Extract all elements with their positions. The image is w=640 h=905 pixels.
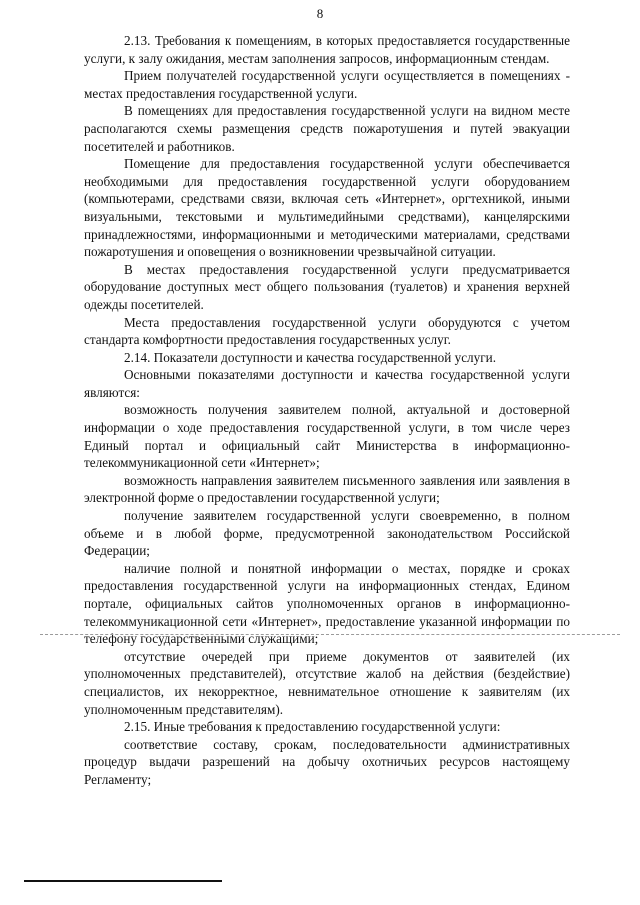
paragraph-information-stands: наличие полной и понятной информации о местах, порядке и сроках предоставления государственной услуги на информационных стендах, Едином портале, официальных сайтов уполномоченных органов в информационно-телекоммуникационной сети «Интернет», предоставление указанной информации по телефону государственными служащими; (84, 560, 570, 647)
document-body (84, 32, 570, 789)
paragraph-timely-service: получение заявителем государственной услуги своевременно, в полном объеме и в любой форме, предусмотренной законодательством Российской Федерации; (84, 508, 570, 559)
paragraph-2-14-heading: 2.14. Показатели доступности и качества государственной услуги. (124, 349, 496, 365)
paragraph-equipment: Помещение для предоставления государственной услуги обеспечивается необходимыми для предоставления государственной услуги оборудованием (компьютерами, средствами связи, включая сеть «Интернет», оргтехникой, иными визуальными, текстовыми и мультимедийными средствами), канцелярскими принадлежностями, информационными и методическими материалами, средствами пожаротушения и оповещения о возникновении чрезвычайной ситуации. (84, 156, 570, 260)
paragraph-evacuation-schemes: В помещениях для предоставления государственной услуги на видном месте располагаются схемы размещения средств пожаротушения и путей эвакуации посетителей и работников. (84, 103, 570, 154)
paragraph-2-13-heading: 2.13. Требования к помещениям, в которых предоставляется государственные услуги, к залу ожидания, местам заполнения запросов, информационным стендам. (84, 33, 570, 66)
paragraph-2-15-heading: 2.15. Иные требования к предоставлению государственной услуги: (124, 719, 501, 735)
paragraph-main-indicators: Основными показателями доступности и качества государственной услуги являются: (84, 367, 570, 400)
paragraph-written-application: возможность направления заявителем письменного заявления или заявления в электронной форме о предоставлении государственной услуги; (84, 472, 570, 506)
paragraph-no-queues: отсутствие очередей при приеме документов от заявителей (их уполномоченных представителей), отсутствие жалоб на действия (бездействие) специалистов, их некорректное, невнимательное отношение к заявителям (их уполномоченным представителям). (84, 648, 570, 717)
scan-artifact-line (40, 634, 620, 635)
page-number: 8 (316, 6, 324, 21)
paragraph-regulation-compliance: соответствие составу, срокам, последовательности административных процедур выдачи разрешений на добычу охотничьих ресурсов настоящему Регламенту; (84, 736, 570, 787)
paragraph-information-access: возможность получения заявителем полной, актуальной и достоверной информации о ходе предоставления государственной услуги, в том числе через Единый портал и официальный сайт Министерства в информационно-телекоммуникационной сети «Интернет»; (84, 402, 570, 471)
paragraph-common-areas: В местах предоставления государственной услуги предусматривается оборудование доступных мест общего пользования (туалетов) и хранения верхней одежды посетителей. (84, 261, 570, 312)
paragraph-comfort-standard: Места предоставления государственной услуги оборудуются с учетом стандарта комфортности предоставления государственных услуг. (84, 314, 570, 348)
bottom-rule (24, 880, 222, 882)
paragraph-reception: Прием получателей государственной услуги осуществляется в помещениях - местах предоставления государственной услуги. (84, 68, 570, 101)
